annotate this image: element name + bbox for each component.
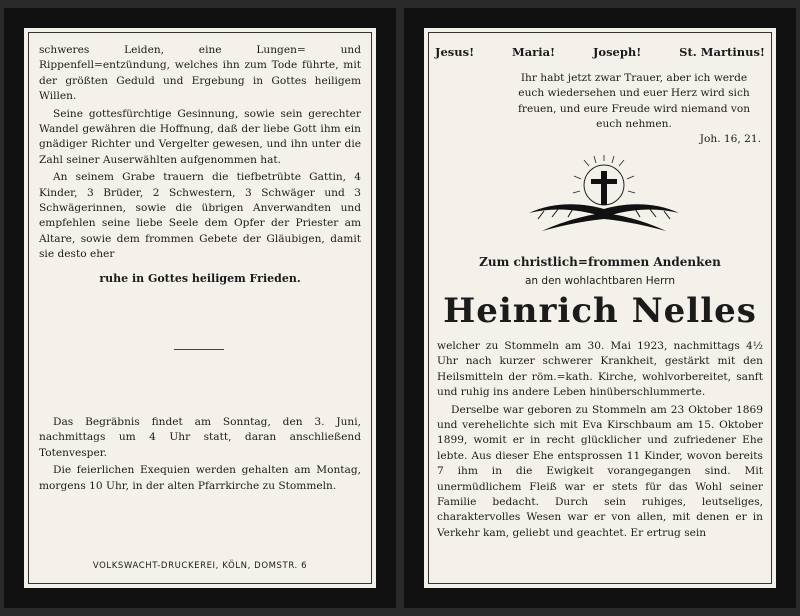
left-paragraph: An seinem Grabe trauern die tiefbetrübte Gattin, 4 Kinder, 3 Brüder, 2 Schwestern, 3 Schwäger und 3 Schwägerinnen, sowie die übrigen Anverwandten und empfehlen seine liebe Seele dem Opfer der Priester am Altare, sowie dem frommen Gebete der Gläubigen, damit sie desto eher: [39, 171, 361, 261]
funeral-paragraph: Die feierlichen Exequien werden gehalten am Montag, morgens 10 Uhr, in der alten Pfarrkirche zu Stommeln.: [39, 464, 361, 492]
invocation-jesus: Jesus!: [435, 45, 475, 59]
right-card: [404, 8, 796, 608]
funeral-paragraph: Das Begräbnis findet am Sonntag, den 3. Juni, nachmittags um 4 Uhr statt, daran anschließend Totenvesper.: [39, 416, 361, 459]
printer-imprint: VOLKSWACHT-DRUCKEREI, KÖLN, DOMSTR. 6: [92, 561, 308, 571]
closing-line: ruhe in Gottes heiligem Frieden.: [99, 271, 301, 285]
left-paragraph: Seine gottesfürchtige Gesinnung, sowie sein gerechter Wandel gewähren die Hoffnung, daß der liebe Gott ihm ein gnädiger Richter und Vergelter gewesen, und ihn unter die Zahl seiner Auserwählten aufgenommen hat.: [39, 107, 361, 166]
bio-text-block: [437, 339, 763, 543]
right-inner-border: [428, 32, 772, 584]
invocation-martinus: St. Martinus!: [679, 45, 765, 59]
divider: [174, 349, 224, 350]
dedication-line: Zum christlich=frommen Andenken: [479, 255, 721, 269]
left-text-block: [39, 43, 361, 286]
right-paper: [424, 28, 776, 588]
invocation-header: [435, 45, 765, 59]
left-paragraph: schweres Leiden, eine Lungen= und Rippenfell=entzündung, welches ihn zum Tode führte, mit der größten Geduld und Ergebung in Gottes heiligem Willen.: [39, 44, 361, 103]
bible-quote: Ihr habt jetzt zwar Trauer, aber ich werde euch wiedersehen und euer Herz wird sich freuen, und eure Freude wird niemand von euch nehmen.: [517, 72, 751, 131]
honorific-line: an den wohlachtbaren Herrn: [524, 275, 676, 287]
funeral-text-block: [39, 415, 361, 496]
bio-paragraph: Derselbe war geboren zu Stommeln am 23 Oktober 1869 und verehelichte sich mit Eva Kirschbaum am 15. Oktober 1899, womit er in recht glücklicher und zufriedener Ehe lebte. Aus dieser Ehe entsprossen 11 Kinder, wovon bereits 7 ihm in die Ewigkeit vorangegangen sind. Mit unermüdlichem Fleiß war er stets für das Wohl seiner Familie bedacht. Durch sein ruhiges, leutseliges, charaktervolles Wesen war er von allen, mit denen er in Verkehr kam, geliebt und geachtet. Er ertrug sein: [437, 403, 763, 539]
left-inner-border: [28, 32, 372, 584]
quote-reference: Joh. 16, 21.: [699, 133, 761, 145]
cross-emblem-icon: [524, 151, 684, 249]
deceased-name: Heinrich Nelles: [443, 291, 757, 331]
invocation-joseph: Joseph!: [592, 45, 642, 59]
invocation-maria: Maria!: [511, 45, 556, 59]
bio-paragraph: welcher zu Stommeln am 30. Mai 1923, nachmittags 4½ Uhr nach kurzer schwerer Krankheit, gestärkt mit den Heilsmitteln der röm.=kath. Kirche, wohlvorbereitet, sanft und ruhig ins andere Leben hinüberschlummerte.: [437, 340, 763, 399]
left-paper: [24, 28, 376, 588]
left-card: [4, 8, 396, 608]
